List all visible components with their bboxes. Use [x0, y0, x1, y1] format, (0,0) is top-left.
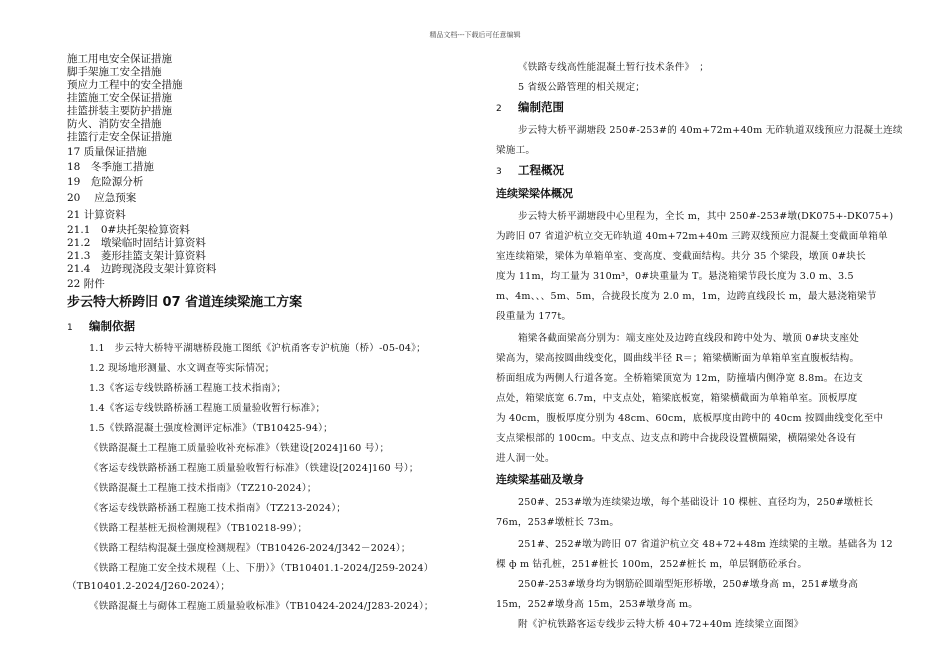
body-line: 桥面组成为两侧人行道各宽。全桥箱梁顶宽为 12m，防撞墙内侧净宽 8.8m。在边支 [496, 373, 863, 384]
body-line: 250#、253#墩为连续梁边墩，每个基础设计 10 棵桩、直径均为，250#墩桩长 [518, 497, 874, 508]
body-line: 梁高为，梁高按圆曲线变化，圆曲线半径 R＝；箱梁横断面为单箱单室直腹板结构。 [496, 353, 860, 364]
body-line: 为跨旧 07 省道沪杭立交无砟轨道 40m+72m+40m 三跨双线预应力混凝土变截面单箱单 [496, 231, 888, 242]
toc-item: 脚手架施工安全措施 [67, 66, 162, 78]
body-line: 《铁路工程结构混凝土强度检测规程》（TB10426-2024/J342－2024）； [89, 543, 411, 554]
body-line: 《铁路工程基桩无损检测规程》（TB10218-99）； [89, 523, 308, 534]
body-line: 《客运专线铁路桥涵工程施工技术指南》（TZ213-2024）； [89, 503, 347, 514]
body-line: 76m，253#墩桩长 73m。 [496, 517, 620, 528]
body-line: 1.2 现场地形测量、水文调查等实际情况； [89, 363, 275, 374]
section-title: 编制范围 [518, 100, 564, 114]
body-line: 支点梁根部的 100cm。中支点、边支点和跨中合拢段设置横隔梁，横隔梁处各设有 [496, 433, 857, 444]
page-header: 精品文档---下载后可任意编辑 [429, 31, 521, 39]
toc-item: 21.1 0#块托架检算资料 [67, 224, 190, 236]
body-line: 室连续箱梁，梁体为单箱单室、变高度、变截面结构。共分 35 个梁段，墩顶 0#块长 [496, 251, 866, 262]
section-number: 2 [496, 104, 502, 114]
body-line: 1.4《客运专线铁路桥涵工程施工质量验收暂行标准》； [89, 403, 326, 414]
toc-item: 22 附件 [67, 278, 105, 290]
body-line: 段重量为 177t。 [496, 311, 572, 322]
body-line: 《铁路工程施工安全技术规程（上、下册）》（TB10401.1-2024/J259-2024） [89, 563, 434, 574]
body-line: （TB10401.2-2024/J260-2024）； [67, 581, 231, 592]
body-line: 附《沪杭铁路客运专线步云特大桥 40+72+40m 连续梁立面图》 [518, 619, 804, 630]
body-line: 为 40cm，腹板厚度分别为 48cm、60cm，底板厚度由跨中的 40cm 按圆曲线变化至中 [496, 413, 884, 424]
toc-item: 21.2 墩梁临时固结计算资料 [67, 237, 206, 249]
toc-item: 17 质量保证措施 [67, 146, 147, 158]
toc-item: 挂篮拼装主要防护措施 [67, 105, 172, 117]
body-line: 梁施工。 [496, 145, 536, 156]
body-line: 箱梁各截面梁高分别为：端支座处及边跨直线段和跨中处为、墩顶 0#块支座处 [518, 333, 859, 344]
body-line: 《铁路专线高性能混凝土暂行技术条件》 ； [518, 62, 710, 73]
body-line: 《铁路混凝土工程施工质量验收补充标准》（铁建设[2024]160 号）； [89, 443, 390, 454]
subsection-heading: 连续梁基础及墩身 [496, 473, 584, 486]
section-heading-2 [496, 101, 564, 116]
body-line: 1.5《铁路混凝土强度检测评定标准》（TB10425-94）； [89, 423, 333, 434]
body-line: 步云特大桥平湖塘段 250#-253#的 40m+72m+40m 无砟轨道双线预应力混凝土连续 [518, 125, 903, 136]
body-line: 251#、252#墩为跨旧 07 省道沪杭立交 48+72+48m 连续梁的主墩。基础各为 12 [518, 539, 893, 550]
toc-item: 21.3 菱形挂篮支架计算资料 [67, 250, 206, 262]
toc-item: 预应力工程中的安全措施 [67, 79, 183, 91]
toc-item: 挂篮施工安全保证措施 [67, 92, 172, 104]
body-line: 步云特大桥平湖塘段中心里程为，全长 m，其中 250#-253#墩(DK075+-DK075+) [518, 211, 894, 222]
body-line: 15m，252#墩身高 15m，253#墩身高 m。 [496, 599, 699, 610]
body-line: 进人洞一处。 [496, 453, 555, 464]
document-title: 步云特大桥跨旧 07 省道连续梁施工方案 [67, 295, 303, 310]
toc-item: 18 冬季施工措施 [67, 161, 154, 173]
toc-item: 施工用电安全保证措施 [67, 53, 172, 65]
toc-item: 20 应急预案 [67, 192, 137, 204]
body-line: 《铁路混凝土工程施工技术指南》（TZ210-2024）； [89, 483, 317, 494]
body-line: 度为 11m，均工量为 310m³，0#块重量为 T。悬浇箱梁节段长度为 3.0 m、3.5 [496, 271, 854, 282]
section-heading-3 [496, 164, 564, 179]
toc-item: 19 危险源分析 [67, 176, 144, 188]
body-line: 5 省级公路管理的相关规定； [518, 82, 646, 93]
section-title: 工程概况 [518, 163, 564, 177]
body-line: 250#-253#墩身均为钢筋砼圆端型矩形桥墩，250#墩身高 m，251#墩身高 [518, 579, 859, 590]
body-line: 1.3《客运专线铁路桥涵工程施工技术指南》； [89, 383, 287, 394]
section-heading-1 [67, 320, 135, 335]
body-line: 点处，箱梁底宽 6.7m，中支点处，箱梁底板宽，箱梁横截面为单箱单室。顶板厚度 [496, 393, 858, 404]
section-number: 3 [496, 167, 502, 177]
body-line: 棵 ф m 钻孔桩，251#桩长 100m，252#桩长 m，单层钢筋砼承台。 [496, 559, 808, 570]
toc-item: 挂篮行走安全保证措施 [67, 131, 172, 143]
section-number: 1 [67, 323, 73, 333]
toc-item: 防火、消防安全措施 [67, 118, 162, 130]
body-line: 1.1 步云特大桥特平湖塘桥段施工图纸《沪杭甬客专沪杭施（桥）-05-04》； [89, 343, 426, 354]
toc-item: 21.4 边跨现浇段支架计算资料 [67, 263, 217, 275]
body-line: 《铁路混凝土与砌体工程施工质量验收标准》（TB10424-2024/J283-2024）； [89, 601, 434, 612]
toc-item: 21 计算资料 [67, 209, 126, 221]
subsection-heading: 连续梁梁体概况 [496, 187, 573, 200]
body-line: 《客运专线铁路桥涵工程施工质量验收暂行标准》（铁建设[2024]160 号）； [89, 463, 419, 474]
section-title: 编制依据 [89, 319, 135, 333]
body-line: m、4m、、、5m、5m，合拢段长度为 2.0 m，1m，边跨直线段长 m，最大悬浇箱梁节 [496, 291, 877, 302]
